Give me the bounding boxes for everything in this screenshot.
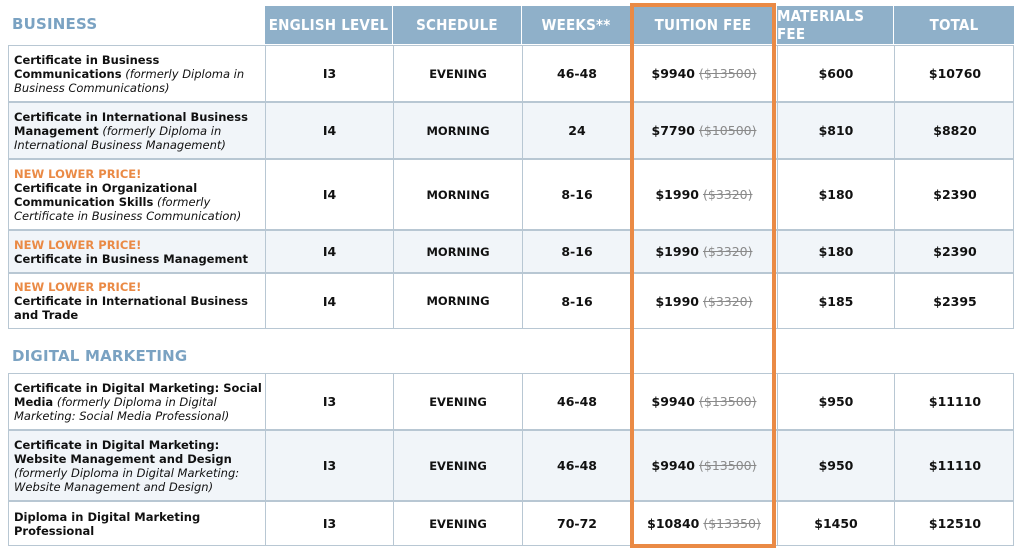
new-lower-price-label: NEW LOWER PRICE!	[14, 280, 142, 294]
program-title-wrap	[14, 294, 264, 322]
tuition-fee-cell-value: $10840	[647, 516, 700, 531]
former-tuition-strikethrough: ($3320)	[702, 293, 753, 309]
schedule-cell	[394, 46, 522, 101]
header-english-level-label: ENGLISH LEVEL	[268, 16, 389, 34]
tuition-fee-cell-value: $9940	[651, 66, 695, 81]
english-level-cell-value: I4	[322, 123, 337, 138]
formerly-note: (formerly Certificate in Business Communication)	[14, 194, 242, 223]
materials-fee-cell-value: $600	[818, 66, 854, 81]
schedule-cell	[394, 502, 522, 545]
total-cell	[895, 46, 1015, 101]
weeks-cell-value: 8-16	[561, 244, 593, 259]
total-cell	[895, 502, 1015, 545]
schedule-cell-value: EVENING	[429, 516, 487, 531]
materials-fee-cell-value: $1450	[814, 516, 858, 531]
program-name-cell	[14, 231, 264, 272]
weeks-cell-value: 8-16	[561, 293, 593, 309]
former-tuition-strikethrough: ($13500)	[699, 394, 757, 409]
materials-fee-cell	[778, 103, 894, 158]
total-cell-value: $2390	[933, 187, 977, 202]
formerly-note: (formerly Diploma in Digital Marketing: Website Management and Design)	[14, 465, 240, 494]
total-cell	[895, 274, 1015, 328]
total-cell-value: $10760	[928, 66, 982, 81]
materials-fee-cell-value: $810	[818, 123, 854, 138]
tuition-fee-cell	[631, 502, 777, 545]
tuition-fee-cell	[631, 231, 777, 272]
schedule-cell	[394, 160, 522, 229]
tuition-fee-cell	[631, 160, 777, 229]
program-title-wrap	[14, 53, 264, 95]
tuition-fee-cell	[631, 103, 777, 158]
materials-fee-cell-value: $950	[818, 458, 854, 473]
english-level-cell-value: I3	[322, 516, 337, 531]
program-title: Certificate in International Business Management	[14, 109, 248, 138]
tuition-fee-cell-value: $9940	[651, 394, 695, 409]
table-row	[8, 430, 1014, 501]
total-cell-value: $11110	[928, 458, 982, 473]
total-cell	[895, 103, 1015, 158]
former-tuition-strikethrough: ($13500)	[699, 66, 757, 81]
schedule-cell-value: MORNING	[426, 294, 490, 308]
weeks-cell	[523, 46, 631, 101]
formerly-note: (formerly Diploma in Digital Marketing: Social Media Professional)	[14, 394, 230, 423]
program-title-wrap	[14, 181, 264, 223]
schedule-cell	[394, 431, 522, 500]
tuition-fee-cell-value: $7790	[651, 123, 695, 138]
program-title: Certificate in Business Management	[14, 251, 248, 266]
table-row	[8, 45, 1014, 102]
materials-fee-cell	[778, 374, 894, 429]
tuition-fee-cell	[631, 46, 777, 101]
schedule-cell-value: MORNING	[426, 244, 490, 259]
header-schedule-label: SCHEDULE	[416, 16, 498, 34]
weeks-cell-value: 8-16	[561, 187, 593, 202]
schedule-cell	[394, 274, 522, 328]
materials-fee-cell	[778, 274, 894, 328]
english-level-cell-value: I4	[322, 293, 337, 309]
program-title-wrap	[14, 510, 264, 538]
header-tuition-fee	[630, 6, 776, 44]
program-title-wrap	[14, 110, 264, 152]
weeks-cell	[523, 103, 631, 158]
header-total	[894, 6, 1014, 44]
schedule-cell	[394, 103, 522, 158]
formerly-note: (formerly Diploma in Business Communications)	[14, 66, 245, 95]
program-title: Certificate in Digital Marketing: Social Media	[14, 380, 262, 409]
section-title-digital-marketing: DIGITAL MARKETING	[12, 347, 188, 365]
english-level-cell	[266, 231, 393, 272]
materials-fee-cell-value: $180	[818, 244, 854, 259]
new-lower-price-label: NEW LOWER PRICE!	[14, 237, 142, 252]
table-row	[8, 230, 1014, 273]
materials-fee-cell-value: $950	[818, 394, 854, 409]
program-title: Certificate in Business Communications	[14, 52, 160, 81]
weeks-cell-value: 70-72	[557, 516, 597, 531]
total-cell-value: $11110	[928, 394, 982, 409]
schedule-cell-value: EVENING	[429, 66, 487, 81]
program-name-cell	[14, 374, 264, 429]
weeks-cell-value: 46-48	[557, 394, 597, 409]
total-cell	[895, 431, 1015, 500]
program-title-wrap	[14, 252, 264, 266]
header-tuition-fee-label: TUITION FEE	[654, 16, 752, 34]
schedule-cell-value: EVENING	[429, 458, 487, 473]
former-tuition-strikethrough: ($10500)	[699, 123, 757, 138]
header-materials-fee-label: MATERIALS FEE	[777, 7, 865, 43]
program-name-cell	[14, 103, 264, 158]
materials-fee-cell	[778, 160, 894, 229]
weeks-cell-value: 24	[568, 123, 586, 138]
english-level-cell	[266, 274, 393, 328]
total-cell-value: $12510	[928, 516, 982, 531]
english-level-cell-value: I3	[322, 394, 337, 409]
program-name-cell	[14, 502, 264, 545]
header-materials-fee	[777, 6, 893, 44]
tuition-fee-cell	[631, 431, 777, 500]
section-title-business: BUSINESS	[12, 15, 98, 33]
former-tuition-strikethrough: ($3320)	[702, 187, 753, 202]
program-name-cell	[14, 46, 264, 101]
english-level-cell-value: I4	[322, 244, 337, 259]
table-row	[8, 159, 1014, 230]
schedule-cell-value: EVENING	[429, 394, 487, 409]
program-title: Certificate in Digital Marketing: Website Management and Design	[14, 437, 232, 466]
english-level-cell	[266, 160, 393, 229]
program-title: Diploma in Digital Marketing Professional	[14, 509, 201, 538]
weeks-cell	[523, 502, 631, 545]
english-level-cell	[266, 103, 393, 158]
total-cell	[895, 374, 1015, 429]
former-tuition-strikethrough: ($3320)	[702, 244, 753, 259]
table-row	[8, 273, 1014, 329]
header-total-label: TOTAL	[929, 16, 979, 34]
weeks-cell-value: 46-48	[557, 66, 597, 81]
program-title: Certificate in Organizational Communication Skills	[14, 180, 198, 209]
header-english-level	[265, 6, 392, 44]
weeks-cell	[523, 374, 631, 429]
materials-fee-cell	[778, 46, 894, 101]
weeks-cell	[523, 231, 631, 272]
program-name-cell	[14, 431, 264, 500]
weeks-cell	[523, 160, 631, 229]
english-level-cell-value: I4	[322, 187, 337, 202]
table-row	[8, 501, 1014, 546]
materials-fee-cell	[778, 231, 894, 272]
weeks-cell-value: 46-48	[557, 458, 597, 473]
total-cell-value: $2395	[933, 293, 977, 309]
english-level-cell	[266, 431, 393, 500]
materials-fee-cell	[778, 431, 894, 500]
schedule-cell	[394, 231, 522, 272]
materials-fee-cell-value: $180	[818, 187, 854, 202]
former-tuition-strikethrough: ($13350)	[703, 516, 761, 531]
schedule-cell	[394, 374, 522, 429]
program-title-wrap	[14, 381, 264, 423]
program-title: Certificate in International Business and Trade	[14, 294, 248, 322]
formerly-note: (formerly Diploma in International Business Management)	[14, 123, 226, 152]
program-name-cell	[14, 274, 264, 328]
english-level-cell	[266, 46, 393, 101]
english-level-cell	[266, 374, 393, 429]
new-lower-price-label: NEW LOWER PRICE!	[14, 166, 142, 181]
tuition-fee-cell	[631, 274, 777, 328]
english-level-cell	[266, 502, 393, 545]
total-cell-value: $2390	[933, 244, 977, 259]
tuition-fee-cell-value: $1990	[655, 244, 699, 259]
english-level-cell-value: I3	[322, 66, 337, 81]
total-cell	[895, 160, 1015, 229]
header-schedule	[393, 6, 521, 44]
materials-fee-cell	[778, 502, 894, 545]
tuition-fee-cell-value: $1990	[655, 293, 699, 309]
header-weeks	[522, 6, 630, 44]
tuition-fee-cell-value: $1990	[655, 187, 699, 202]
program-name-cell	[14, 160, 264, 229]
schedule-cell-value: MORNING	[426, 187, 490, 202]
table-row	[8, 102, 1014, 159]
table-row	[8, 373, 1014, 430]
total-cell	[895, 231, 1015, 272]
header-weeks-label: WEEKS**	[541, 16, 611, 34]
tuition-fee-cell-value: $9940	[651, 458, 695, 473]
english-level-cell-value: I3	[322, 458, 337, 473]
program-title-wrap	[14, 438, 264, 494]
schedule-cell-value: MORNING	[426, 123, 490, 138]
tuition-fee-cell	[631, 374, 777, 429]
total-cell-value: $8820	[933, 123, 977, 138]
weeks-cell	[523, 274, 631, 328]
former-tuition-strikethrough: ($13500)	[699, 458, 757, 473]
materials-fee-cell-value: $185	[818, 293, 854, 309]
weeks-cell	[523, 431, 631, 500]
